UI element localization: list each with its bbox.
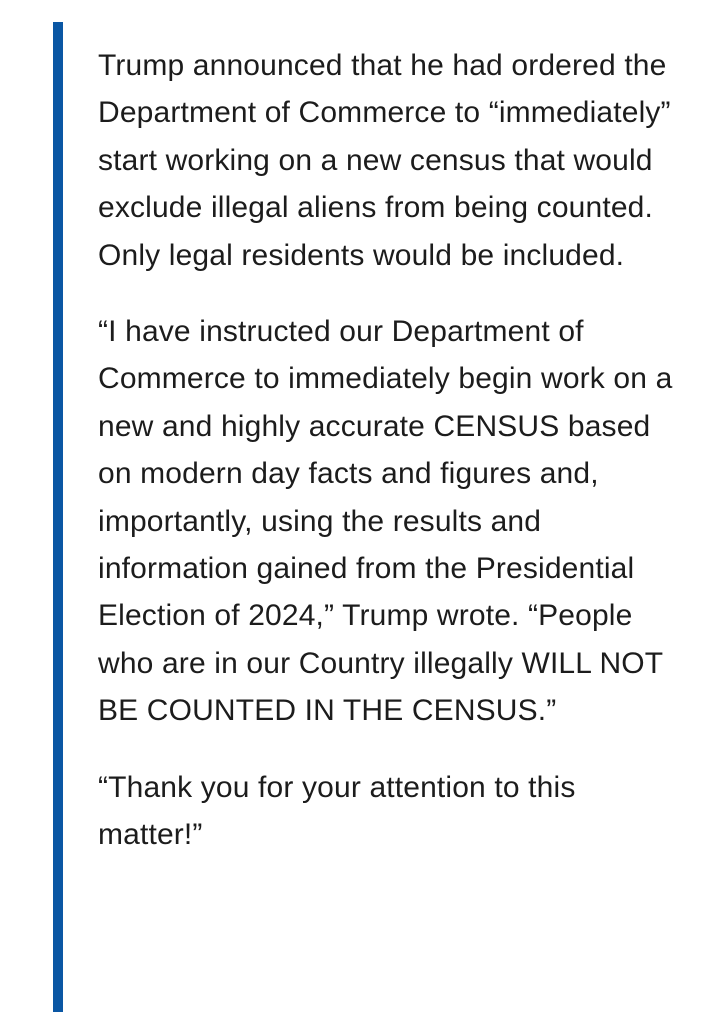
article-blockquote — [53, 22, 683, 1012]
quote-paragraph-closing: “Thank you for your attention to this matter!” — [98, 770, 576, 852]
quote-paragraph-intro: Trump announced that he had ordered the Department of Commerce to “immediately” start working on a new census that would exclude illegal aliens from being counted. Only legal residents would be included. — [98, 49, 671, 272]
quote-body — [98, 42, 678, 859]
quote-paragraph-statement: “I have instructed our Department of Commerce to immediately begin work on a new and highly accurate CENSUS based on modern day facts and figures and, importantly, using the results and information gained from the Presidential Election of 2024,” Trump wrote. “People who are in our Country illegally WILL NOT BE COUNTED IN THE CENSUS.” — [98, 315, 673, 728]
quote-accent-bar — [53, 22, 63, 1012]
